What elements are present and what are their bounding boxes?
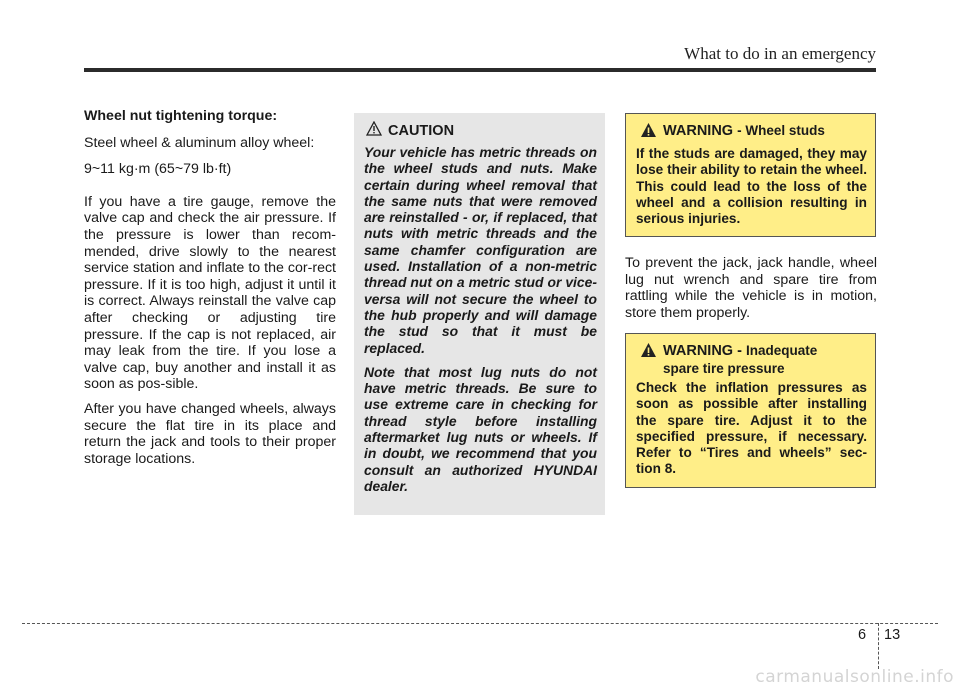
warning-box-wheel-studs [625,113,876,237]
caution-paragraph-2: Note that most lug nuts do not have metric threads. Be sure to use extreme care in checking for thread style before installing aftermarket lug nuts or wheels. If in doubt, we recommend that you consult an authorized HYUNDAI dealer. [364,363,597,494]
tire-gauge-paragraph: If you have a tire gauge, remove the valve cap and check the air pressure. If the pressure is lower than recom-mended, drive slowly to the nearest service station and inflate to the cor-rect pressure. If it is too high, adjust it until it is correct. Always reinstall the valve cap after checking or adjusting tire pressure. If the cap is not replaced, air may leak from the tire. If you lose a valve cap, buy another and install it as soon as pos-sible. [84,193,336,393]
wheel-types: Steel wheel & aluminum alloy wheel: [84,134,315,151]
warning-title-row [636,122,867,143]
caution-paragraph-1: Your vehicle has metric threads on the wheel studs and nuts. Make certain during wheel removal that the same nuts that were removed are reinstalled - or, if replaced, that nuts with metric threads and the same chamfer configuration are used. Installation of a non-metric thread nut on a metric stud or vice-versa will not secure the wheel to the hub properly and will damage the stud so that it must be replaced. [364,144,597,356]
warning-label: WARNING [663,123,734,139]
torque-value: 9~11 kg·m (65~79 lb·ft) [84,161,232,178]
watermark: carmanualsonline.info [755,667,954,687]
caution-title-row [364,121,597,140]
warning-triangle-icon [640,122,657,143]
warning-subtitle-line-1: Inadequate [745,343,818,358]
warning-subtitle: - Wheel studs [737,123,825,138]
warning-title-row [636,342,867,377]
warning-box-spare-pressure [625,333,876,488]
footer-divider [878,623,879,669]
torque-heading: Wheel nut tightening torque: [84,108,278,124]
warning-pressure-body: Check the inflation pressures as soon as possible after installing the spare tire. Adjust it to the specified pressure, if necessary. Refer to “Tires and wheels” sec-tion 8. [636,380,867,477]
header-rule [84,68,876,72]
warning-subtitle-line-2: spare tire pressure [663,361,785,376]
chapter-number: 6 [858,627,867,643]
left-column [84,108,336,475]
footer-rule [22,623,938,624]
page-number: 13 [884,627,901,643]
caution-box [354,113,605,515]
stow-paragraph: To prevent the jack, jack handle, wheel lug nut wrench and spare tire from rattling while the vehicle is in motion, store them properly. [625,255,877,321]
caution-triangle-icon [366,121,382,140]
warning-studs-body: If the studs are damaged, they may lose their ability to retain the wheel. This could lead to the loss of the wheel and a collision resulting in serious injuries. [636,146,867,227]
page-header-title: What to do in an emergency [684,44,876,63]
after-change-paragraph: After you have changed wheels, always secure the flat tire in its place and return the jack and tools to their proper storage locations. [84,400,336,467]
caution-title: CAUTION [388,122,455,139]
warning-label: WARNING - [663,343,742,359]
warning-triangle-icon [640,342,657,363]
